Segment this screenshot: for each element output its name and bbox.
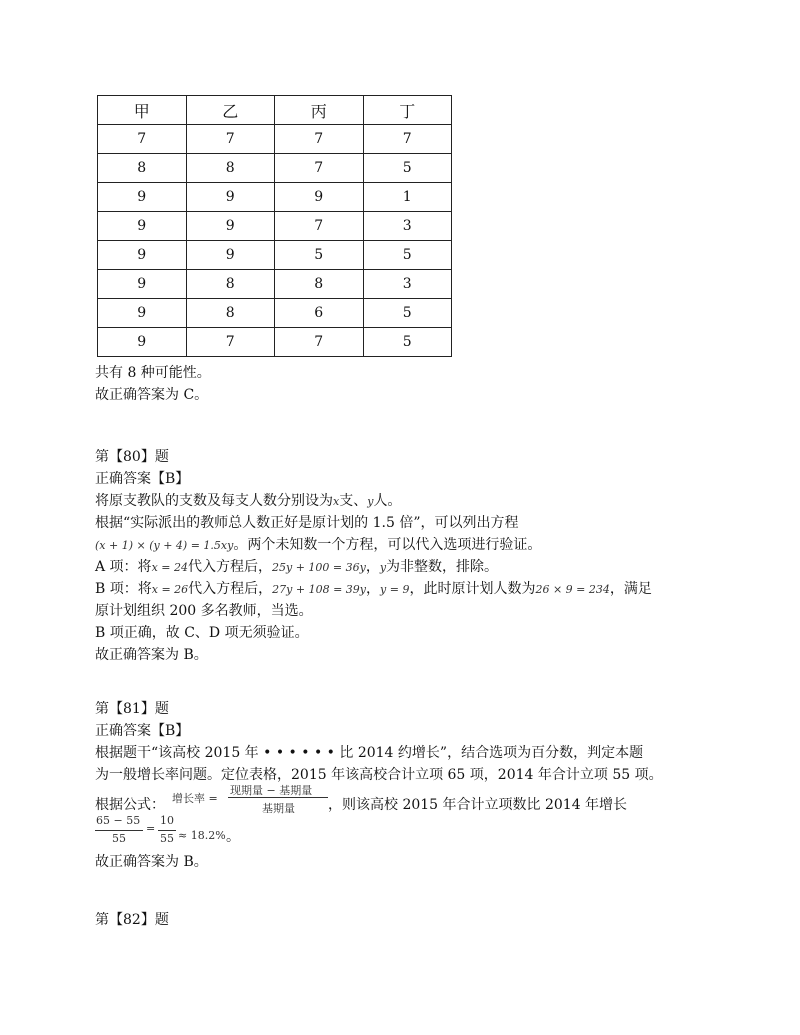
table-row [98,299,452,328]
q81-line1: 根据题干“该高校 2015 年 • • • • • • 比 2014 约增长”，结合选项为百分数，判定本题 [95,745,644,761]
equation: (x + 1) × (y + 4) = 1.5xy [95,539,234,552]
table-cell: 9 [186,241,275,270]
q80-title: 第【80】题 [95,449,169,465]
table-cell: 3 [363,212,452,241]
table-cell: 7 [186,125,275,154]
q80-line7: B 项正确，故 C、D 项无须验证。 [95,625,309,641]
table-cell: 7 [275,154,364,183]
table-cell: 8 [186,154,275,183]
q81-line2: 为一般增长率问题。定位表格，2015 年该高校合计立项 65 项，2014 年合计立项 55 项。 [95,767,663,783]
table-row [98,270,452,299]
table-header-cell: 甲 [98,96,187,125]
q82-title: 第【82】题 [95,912,169,928]
table-cell: 7 [98,125,187,154]
table-cell: 5 [363,241,452,270]
calc-bar-2 [158,830,176,831]
table-cell: 9 [98,183,187,212]
table-cell: 8 [186,270,275,299]
calc-numerator-2: 10 [160,814,174,827]
table-cell: 3 [363,270,452,299]
table-cell: 6 [275,299,364,328]
q79-conclusion: 故正确答案为 C。 [95,387,209,403]
table-cell: 8 [98,154,187,183]
calc-denominator: 55 [112,832,126,845]
table-cell: 9 [186,183,275,212]
formula-bar [228,797,328,798]
q81-title: 第【81】题 [95,701,169,717]
table-cell: 7 [363,125,452,154]
table-cell: 5 [363,154,452,183]
table-cell: 9 [98,328,187,357]
table-cell: 8 [186,299,275,328]
calc-equals: = [146,822,156,835]
table-cell: 9 [186,212,275,241]
table-row [98,125,452,154]
table-cell: 1 [363,183,452,212]
table-cell: 9 [98,241,187,270]
table-cell: 5 [363,328,452,357]
table-cell: 7 [275,328,364,357]
table-header-cell: 丙 [275,96,364,125]
q80-line3: (x + 1) × (y + 4) = 1.5xy。两个未知数一个方程，可以代入选项进行验证。 [95,537,542,553]
table-row [98,183,452,212]
table-cell: 9 [98,212,187,241]
table-header-cell: 乙 [186,96,275,125]
table-cell: 7 [275,125,364,154]
formula-denominator: 基期量 [262,802,295,815]
q81-answer: 正确答案【B】 [95,723,190,739]
q80-line4: A 项：将x = 24代入方程后，25y + 100 = 36y，y为非整数，排除。 [95,559,499,575]
q80-line1: 将原支教队的支数及每支人数分别设为x支、y人。 [95,493,402,509]
q80-line2: 根据“实际派出的教师总人数正好是原计划的 1.5 倍”，可以列出方程 [95,515,519,531]
q81-conclusion: 故正确答案为 B。 [95,854,208,870]
formula-numerator: 现期量 − 基期量 [230,784,313,797]
q80-answer: 正确答案【B】 [95,471,190,487]
table-cell: 7 [186,328,275,357]
q79-summary: 共有 8 种可能性。 [95,365,211,381]
table-row [98,212,452,241]
calc-end: 。 [226,829,240,845]
q81-line3-label: 根据公式： [95,797,165,813]
table-header-row [98,96,452,125]
table-cell: 5 [275,241,364,270]
table-cell: 8 [275,270,364,299]
q80-line5: B 项：将x = 26代入方程后，27y + 108 = 39y，y = 9，此时原计划人数为26 × 9 = 234，满足 [95,581,652,597]
table-row [98,328,452,357]
q80-conclusion: 故正确答案为 B。 [95,647,208,663]
table-cell: 9 [98,299,187,328]
q81-line3-rest: ，则该高校 2015 年合计立项数比 2014 年增长 [328,797,628,813]
table-cell: 9 [275,183,364,212]
table-cell: 9 [98,270,187,299]
calc-bar [95,830,143,831]
calc-numerator: 65 − 55 [96,814,141,827]
table-header-cell: 丁 [363,96,452,125]
table-cell: 5 [363,299,452,328]
calc-result: ≈ 18.2% [178,829,226,842]
formula-lhs: 增长率 = [172,792,218,805]
options-table [97,95,452,357]
table-row [98,154,452,183]
calc-denominator-2: 55 [160,832,174,845]
table-row [98,241,452,270]
table-cell: 7 [275,212,364,241]
q80-line6: 原计划组织 200 多名教师，当选。 [95,603,313,619]
